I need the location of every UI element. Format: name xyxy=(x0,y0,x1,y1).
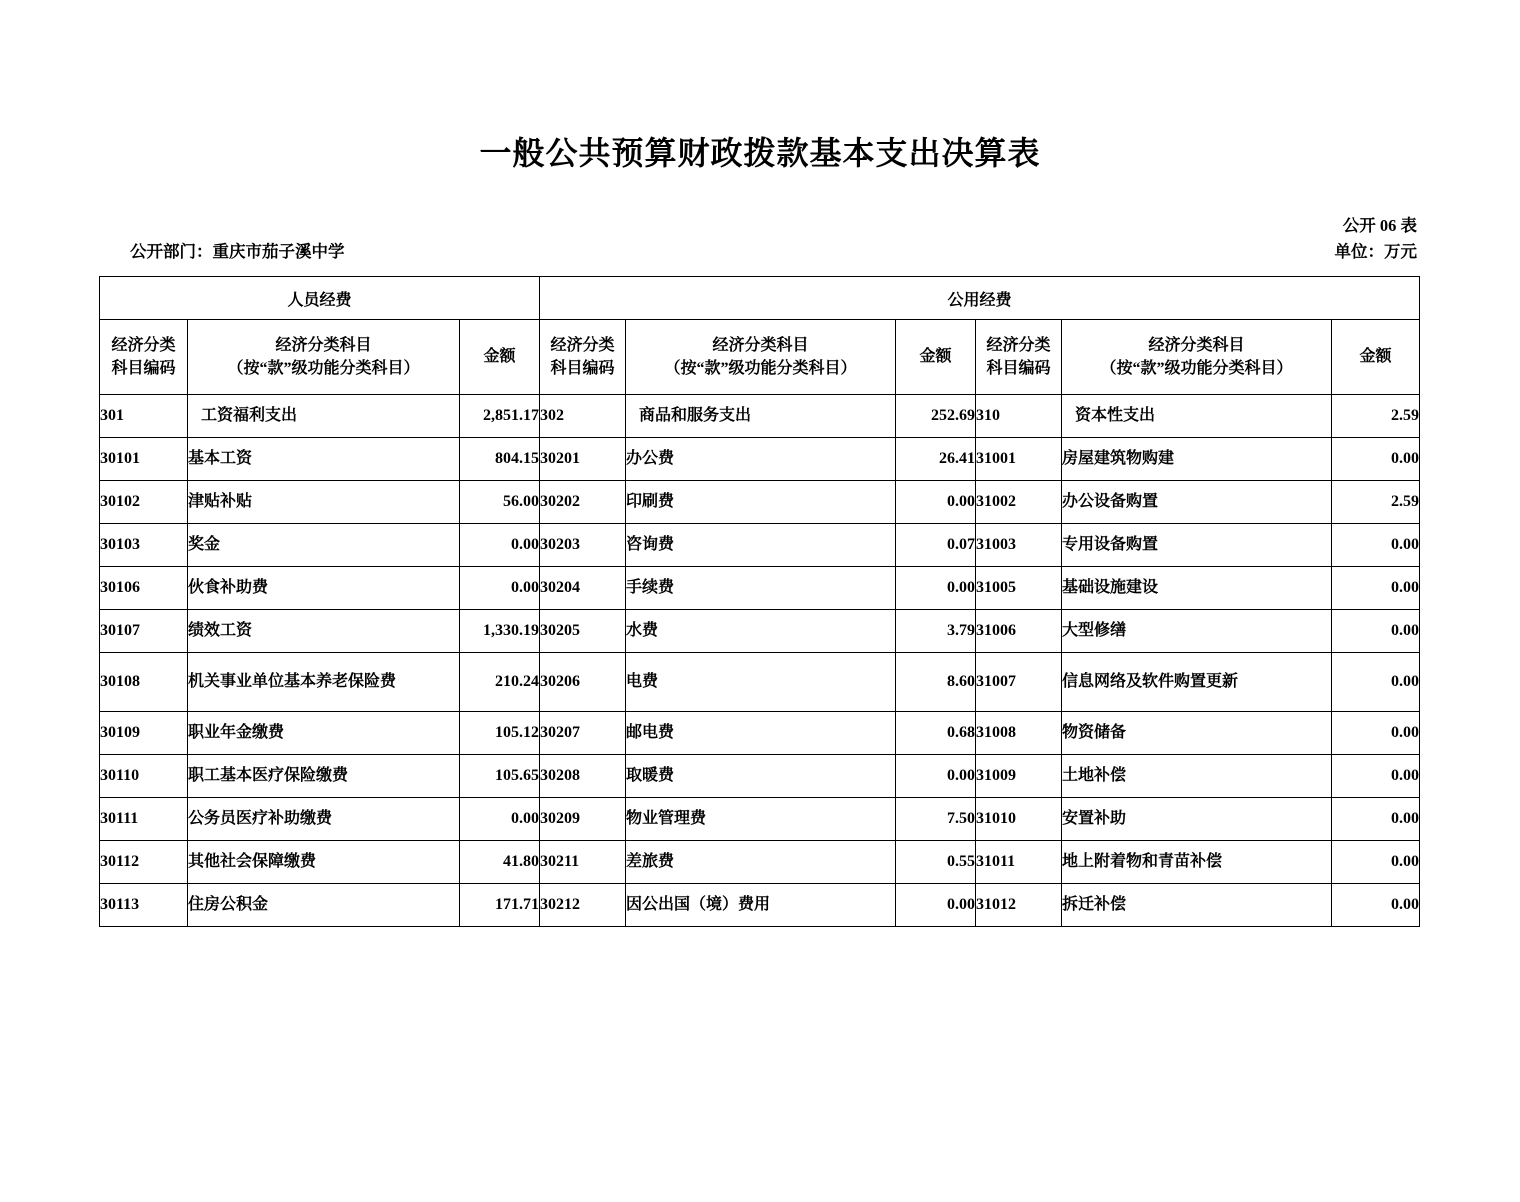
cell-goods-name: 办公费 xyxy=(626,438,896,481)
cell-goods-code: 30206 xyxy=(540,653,626,712)
table-column-header-row xyxy=(100,320,1420,395)
cell-capital-code: 31012 xyxy=(976,884,1062,927)
cell-capital-amount: 0.00 xyxy=(1332,798,1420,841)
cell-capital-name: 专用设备购置 xyxy=(1062,524,1332,567)
col-header-code-2-line1: 经济分类 xyxy=(550,336,615,354)
cell-goods-code: 30209 xyxy=(540,798,626,841)
cell-goods-name: 印刷费 xyxy=(626,481,896,524)
cell-personnel-code: 30108 xyxy=(100,653,188,712)
col-header-name-2-line2: （按“款”级功能分类科目） xyxy=(664,360,857,377)
col-header-code-2 xyxy=(540,320,626,395)
cell-goods-amount: 0.00 xyxy=(896,481,976,524)
cell-goods-name: 水费 xyxy=(626,610,896,653)
cell-personnel-name: 工资福利支出 xyxy=(188,395,460,438)
cell-goods-name: 差旅费 xyxy=(626,841,896,884)
table-row xyxy=(100,798,1420,841)
group-header-public: 公用经费 xyxy=(540,277,1420,320)
cell-personnel-code: 30110 xyxy=(100,755,188,798)
cell-personnel-name: 公务员医疗补助缴费 xyxy=(188,798,460,841)
cell-capital-code: 31006 xyxy=(976,610,1062,653)
cell-personnel-code: 30113 xyxy=(100,884,188,927)
cell-personnel-amount: 56.00 xyxy=(460,481,540,524)
cell-personnel-name: 机关事业单位基本养老保险费 xyxy=(188,653,460,712)
cell-personnel-name: 津贴补贴 xyxy=(188,481,460,524)
cell-capital-name: 土地补偿 xyxy=(1062,755,1332,798)
cell-personnel-code: 30112 xyxy=(100,841,188,884)
cell-personnel-amount: 2,851.17 xyxy=(460,395,540,438)
cell-personnel-amount: 105.12 xyxy=(460,712,540,755)
cell-personnel-name: 其他社会保障缴费 xyxy=(188,841,460,884)
col-header-name-1-line2: （按“款”级功能分类科目） xyxy=(227,360,420,377)
cell-personnel-name: 住房公积金 xyxy=(188,884,460,927)
table-row xyxy=(100,567,1420,610)
col-header-amount-1: 金额 xyxy=(460,320,540,395)
cell-personnel-name: 绩效工资 xyxy=(188,610,460,653)
cell-capital-code: 31007 xyxy=(976,653,1062,712)
cell-personnel-amount: 0.00 xyxy=(460,524,540,567)
cell-capital-name: 安置补助 xyxy=(1062,798,1332,841)
cell-capital-name: 信息网络及软件购置更新 xyxy=(1062,653,1332,712)
cell-personnel-amount: 171.71 xyxy=(460,884,540,927)
cell-personnel-code: 30111 xyxy=(100,798,188,841)
cell-goods-code: 30212 xyxy=(540,884,626,927)
cell-capital-name: 办公设备购置 xyxy=(1062,481,1332,524)
cell-personnel-code: 30102 xyxy=(100,481,188,524)
col-header-code-1-line2: 科目编码 xyxy=(111,360,176,377)
col-header-code-1-line1: 经济分类 xyxy=(111,336,176,354)
cell-goods-amount: 0.55 xyxy=(896,841,976,884)
cell-capital-amount: 0.00 xyxy=(1332,884,1420,927)
cell-goods-code: 30202 xyxy=(540,481,626,524)
table-row xyxy=(100,481,1420,524)
table-row xyxy=(100,610,1420,653)
col-header-code-3-line2: 科目编码 xyxy=(986,360,1051,377)
cell-personnel-code: 301 xyxy=(100,395,188,438)
cell-personnel-name: 伙食补助费 xyxy=(188,567,460,610)
cell-personnel-name: 职业年金缴费 xyxy=(188,712,460,755)
cell-capital-code: 31009 xyxy=(976,755,1062,798)
cell-capital-amount: 0.00 xyxy=(1332,841,1420,884)
cell-personnel-amount: 1,330.19 xyxy=(460,610,540,653)
cell-goods-code: 30201 xyxy=(540,438,626,481)
cell-personnel-amount: 105.65 xyxy=(460,755,540,798)
cell-capital-code: 31003 xyxy=(976,524,1062,567)
col-header-name-3-line2: （按“款”级功能分类科目） xyxy=(1100,360,1293,377)
cell-goods-amount: 0.07 xyxy=(896,524,976,567)
cell-personnel-code: 30101 xyxy=(100,438,188,481)
col-header-name-1-line1: 经济分类科目 xyxy=(275,336,372,354)
cell-goods-code: 30205 xyxy=(540,610,626,653)
cell-goods-code: 30203 xyxy=(540,524,626,567)
cell-capital-code: 31001 xyxy=(976,438,1062,481)
col-header-name-3 xyxy=(1062,320,1332,395)
col-header-code-2-line2: 科目编码 xyxy=(550,360,615,377)
cell-capital-amount: 0.00 xyxy=(1332,653,1420,712)
table-row xyxy=(100,653,1420,712)
table-group-header-row xyxy=(100,277,1420,320)
cell-capital-name: 房屋建筑物购建 xyxy=(1062,438,1332,481)
cell-personnel-amount: 210.24 xyxy=(460,653,540,712)
cell-personnel-amount: 0.00 xyxy=(460,798,540,841)
cell-capital-code: 31002 xyxy=(976,481,1062,524)
cell-goods-amount: 0.00 xyxy=(896,567,976,610)
cell-capital-code: 31011 xyxy=(976,841,1062,884)
cell-goods-amount: 8.60 xyxy=(896,653,976,712)
cell-goods-name: 邮电费 xyxy=(626,712,896,755)
cell-capital-name: 资本性支出 xyxy=(1062,395,1332,438)
cell-personnel-code: 30103 xyxy=(100,524,188,567)
table-row xyxy=(100,712,1420,755)
cell-goods-name: 物业管理费 xyxy=(626,798,896,841)
cell-goods-name: 手续费 xyxy=(626,567,896,610)
cell-personnel-name: 职工基本医疗保险缴费 xyxy=(188,755,460,798)
cell-goods-code: 30208 xyxy=(540,755,626,798)
table-row xyxy=(100,841,1420,884)
table-row xyxy=(100,395,1420,438)
cell-capital-name: 基础设施建设 xyxy=(1062,567,1332,610)
col-header-code-3-line1: 经济分类 xyxy=(986,336,1051,354)
col-header-name-2 xyxy=(626,320,896,395)
form-number: 公开 06 表 xyxy=(1342,216,1417,235)
cell-capital-name: 拆迁补偿 xyxy=(1062,884,1332,927)
cell-capital-name: 物资储备 xyxy=(1062,712,1332,755)
cell-goods-amount: 7.50 xyxy=(896,798,976,841)
col-header-name-1 xyxy=(188,320,460,395)
cell-goods-code: 30207 xyxy=(540,712,626,755)
cell-personnel-code: 30107 xyxy=(100,610,188,653)
col-header-amount-2: 金额 xyxy=(896,320,976,395)
col-header-name-2-line1: 经济分类科目 xyxy=(712,336,809,354)
cell-capital-amount: 2.59 xyxy=(1332,481,1420,524)
cell-personnel-code: 30109 xyxy=(100,712,188,755)
table-body xyxy=(100,395,1420,927)
cell-goods-name: 因公出国（境）费用 xyxy=(626,884,896,927)
cell-goods-amount: 26.41 xyxy=(896,438,976,481)
cell-personnel-code: 30106 xyxy=(100,567,188,610)
cell-goods-amount: 252.69 xyxy=(896,395,976,438)
document-page xyxy=(0,128,1520,1202)
cell-goods-amount: 0.68 xyxy=(896,712,976,755)
cell-capital-amount: 0.00 xyxy=(1332,712,1420,755)
cell-personnel-amount: 41.80 xyxy=(460,841,540,884)
cell-capital-amount: 0.00 xyxy=(1332,567,1420,610)
department-label: 公开部门：重庆市茄子溪中学 xyxy=(130,242,345,261)
cell-capital-code: 310 xyxy=(976,395,1062,438)
cell-capital-amount: 0.00 xyxy=(1332,610,1420,653)
col-header-code-3 xyxy=(976,320,1062,395)
document-meta xyxy=(0,212,1520,268)
page-title: 一般公共预算财政拨款基本支出决算表 xyxy=(479,135,1041,171)
col-header-amount-3: 金额 xyxy=(1332,320,1420,395)
cell-capital-code: 31008 xyxy=(976,712,1062,755)
cell-capital-amount: 0.00 xyxy=(1332,524,1420,567)
cell-personnel-name: 奖金 xyxy=(188,524,460,567)
cell-goods-code: 302 xyxy=(540,395,626,438)
table-row xyxy=(100,524,1420,567)
cell-capital-code: 31005 xyxy=(976,567,1062,610)
cell-capital-name: 地上附着物和青苗补偿 xyxy=(1062,841,1332,884)
col-header-name-3-line1: 经济分类科目 xyxy=(1148,336,1245,354)
cell-goods-amount: 0.00 xyxy=(896,884,976,927)
cell-goods-name: 取暖费 xyxy=(626,755,896,798)
cell-personnel-amount: 804.15 xyxy=(460,438,540,481)
cell-capital-amount: 0.00 xyxy=(1332,755,1420,798)
table-row xyxy=(100,884,1420,927)
table-row xyxy=(100,755,1420,798)
cell-capital-code: 31010 xyxy=(976,798,1062,841)
col-header-code-1 xyxy=(100,320,188,395)
cell-capital-amount: 2.59 xyxy=(1332,395,1420,438)
table-row xyxy=(100,438,1420,481)
cell-goods-amount: 3.79 xyxy=(896,610,976,653)
cell-goods-code: 30204 xyxy=(540,567,626,610)
cell-goods-amount: 0.00 xyxy=(896,755,976,798)
group-header-personnel: 人员经费 xyxy=(100,277,540,320)
cell-goods-name: 电费 xyxy=(626,653,896,712)
cell-goods-name: 咨询费 xyxy=(626,524,896,567)
cell-personnel-amount: 0.00 xyxy=(460,567,540,610)
unit-label: 单位：万元 xyxy=(1334,242,1417,261)
cell-goods-code: 30211 xyxy=(540,841,626,884)
cell-personnel-name: 基本工资 xyxy=(188,438,460,481)
budget-table xyxy=(99,276,1420,927)
cell-goods-name: 商品和服务支出 xyxy=(626,395,896,438)
cell-capital-name: 大型修缮 xyxy=(1062,610,1332,653)
cell-capital-amount: 0.00 xyxy=(1332,438,1420,481)
